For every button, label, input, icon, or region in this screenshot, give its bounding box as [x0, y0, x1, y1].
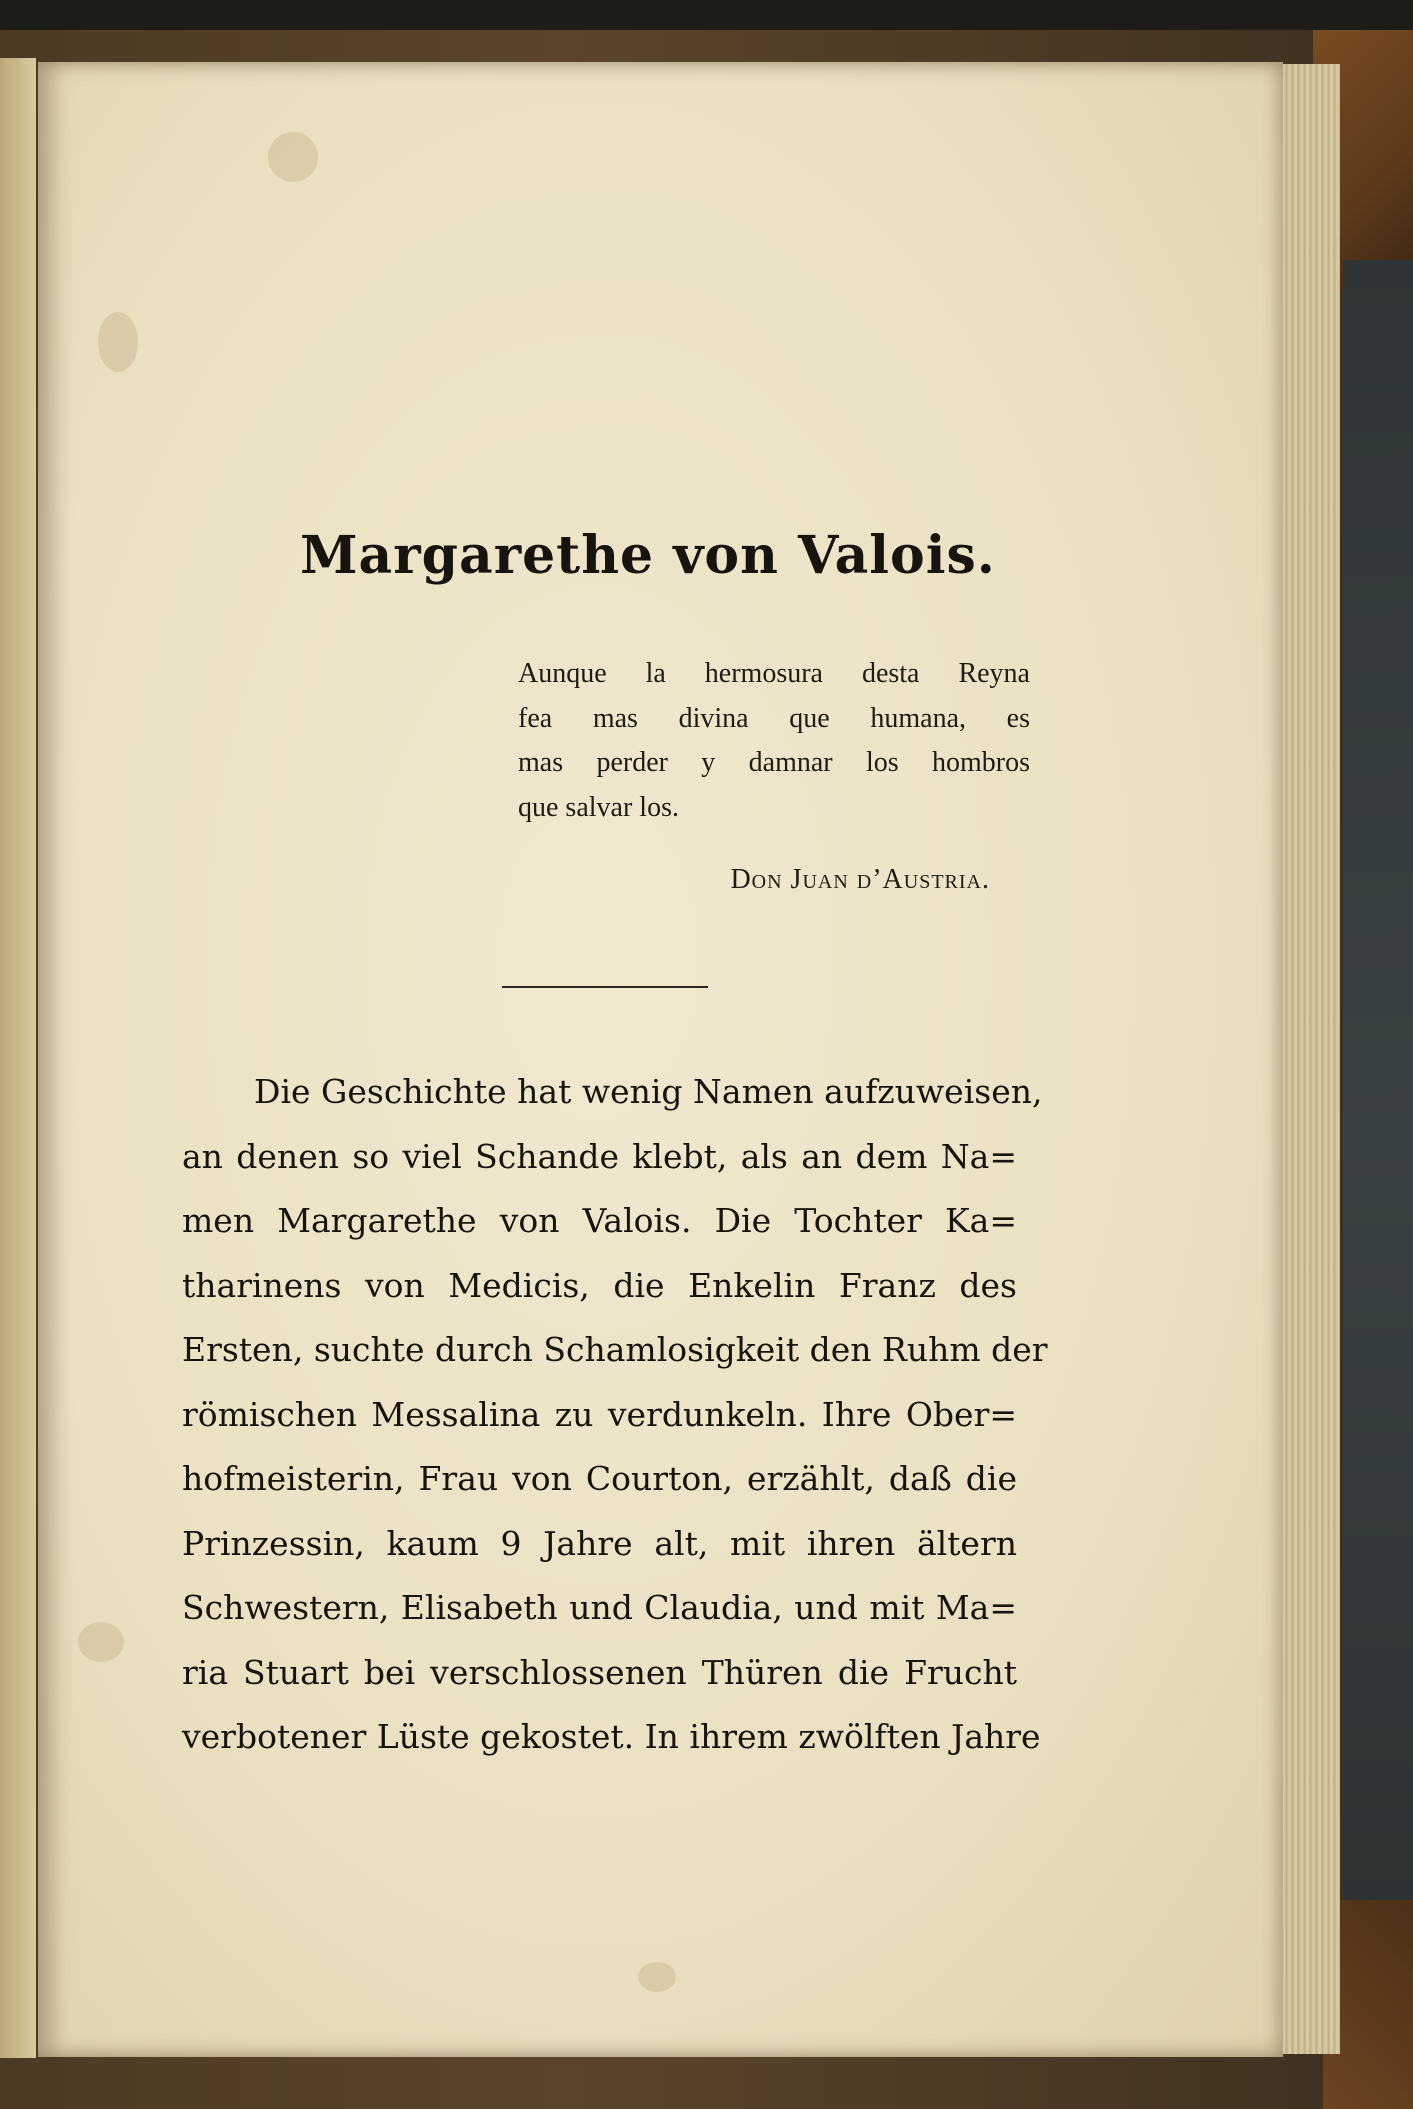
body-line: Die Geschichte hat wenig Namen aufzuweisen,	[254, 1072, 1043, 1111]
body-line: römischen Messalina zu verdunkeln. Ihre Ober=	[182, 1394, 1017, 1434]
epigraph-line: mas perder y damnar los hombros	[518, 747, 1030, 778]
section-divider	[502, 986, 708, 988]
body-line: an denen so viel Schande klebt, als an dem Na=	[182, 1136, 1017, 1176]
paper-stain	[638, 1962, 676, 1992]
cover-edge-right	[1343, 260, 1413, 2020]
body-line: hofmeisterin, Frau von Courton, erzählt, daß die	[182, 1459, 1017, 1498]
body-line: tharinens von Medicis, die Enkelin Franz des	[182, 1265, 1017, 1305]
epigraph-line: Aunque la hermosura desta Reyna	[518, 658, 1030, 689]
epigraph	[518, 652, 1030, 830]
paper-stain	[268, 132, 318, 182]
body-line: Schwestern, Elisabeth und Claudia, und mit Ma=	[182, 1588, 1017, 1627]
body-line: Ersten, suchte durch Schamlosigkeit den Ruhm der	[182, 1330, 1048, 1369]
body-text	[182, 1060, 1048, 1770]
body-line: Prinzessin, kaum 9 Jahre alt, mit ihren ältern	[182, 1523, 1017, 1563]
body-line: men Margarethe von Valois. Die Tochter Ka=	[182, 1201, 1017, 1240]
paper-stain	[78, 1622, 124, 1662]
epigraph-line: fea mas divina que humana, es	[518, 702, 1030, 734]
epigraph-line: que salvar los.	[518, 791, 679, 823]
chapter-title: Margarethe von Valois.	[300, 525, 996, 586]
paper-stain	[98, 312, 138, 372]
body-line: ria Stuart bei verschlossenen Thüren die Frucht	[182, 1652, 1017, 1692]
facing-page-edge	[0, 58, 36, 2058]
body-line: verbotener Lüste gekostet. In ihrem zwölften Jahre	[182, 1717, 1041, 1756]
epigraph-attribution: Don Juan d’Austria.	[730, 864, 990, 895]
